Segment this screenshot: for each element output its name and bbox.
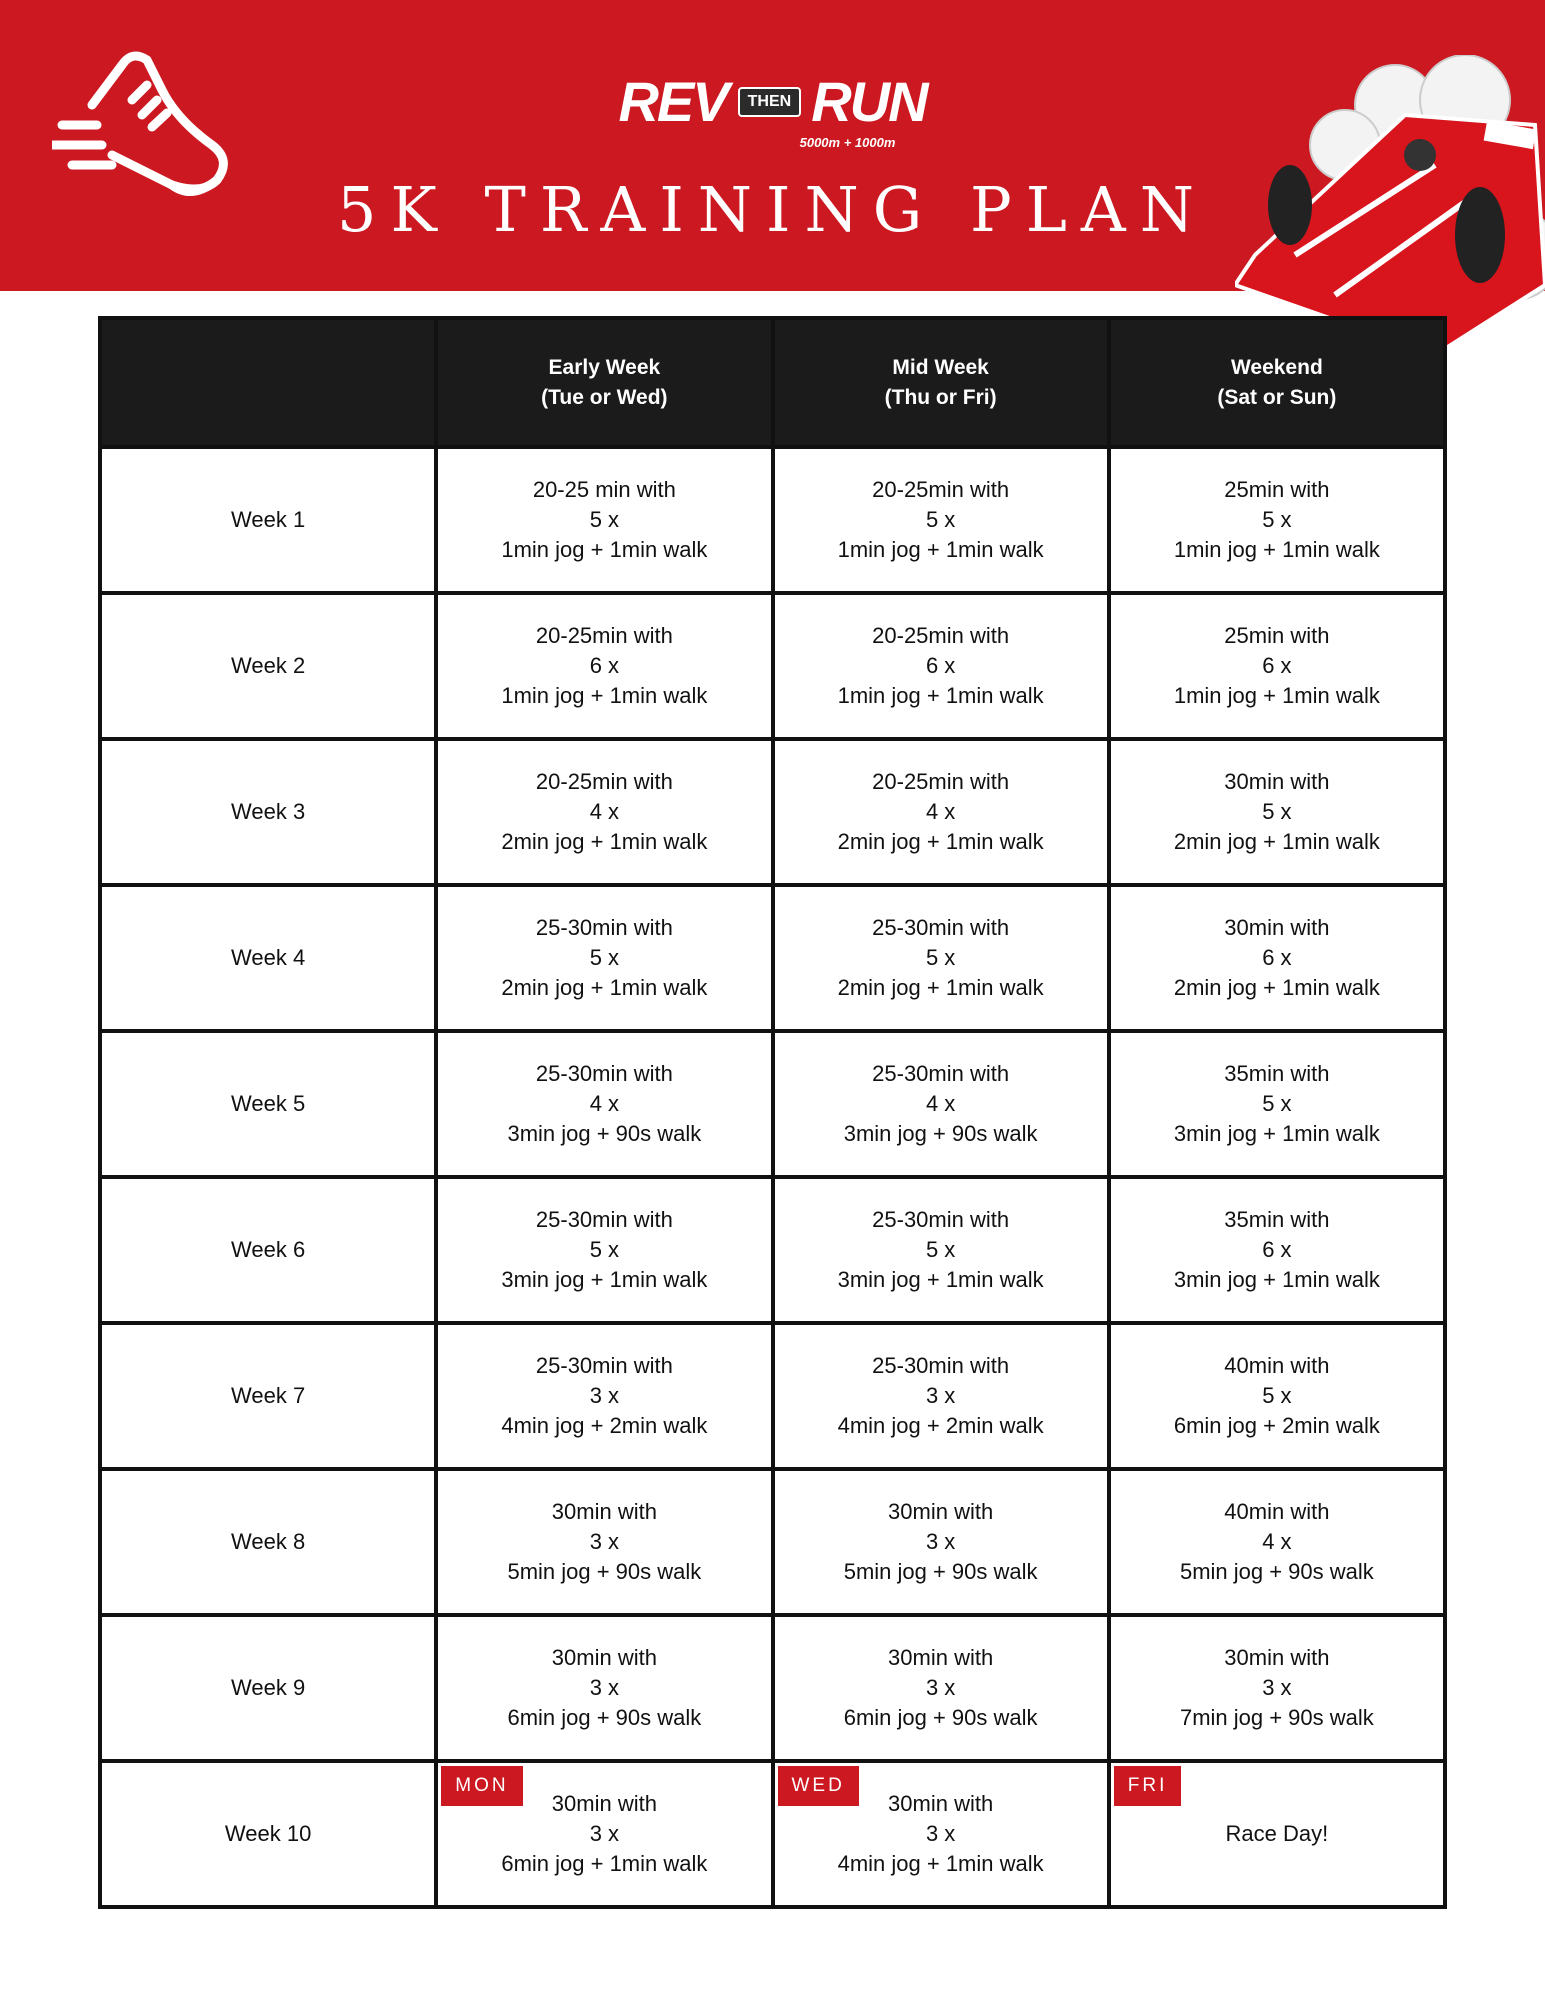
logo-then: THEN: [738, 87, 802, 117]
workout-line: 4 x: [1262, 1529, 1292, 1554]
workout-line: 3min jog + 1min walk: [1173, 1267, 1380, 1292]
workout-line: 25-30min with: [872, 1207, 1010, 1232]
workout-line: 5 x: [925, 945, 956, 970]
workout-line: 5 x: [925, 507, 956, 532]
workout-cell: [1109, 1615, 1445, 1761]
workout-line: 2min jog + 1min walk: [501, 829, 708, 854]
week-label: Week 10: [100, 1761, 436, 1907]
workout-line: 6min jog + 90s walk: [843, 1705, 1038, 1730]
workout-line: 3min jog + 1min walk: [501, 1267, 708, 1292]
workout-line: 25-30min with: [535, 1061, 673, 1086]
week-label: Week 6: [100, 1177, 436, 1323]
workout-line: 5min jog + 90s walk: [843, 1559, 1038, 1584]
workout-cell: [773, 447, 1109, 593]
workout-line: 20-25min with: [872, 623, 1010, 648]
week-label: Week 4: [100, 885, 436, 1031]
workout-cell: [1109, 1177, 1445, 1323]
workout-cell: [773, 885, 1109, 1031]
table-row: [100, 739, 1445, 885]
workout-line: 30min with: [551, 1499, 657, 1524]
workout-line: 7min jog + 90s walk: [1179, 1705, 1374, 1730]
table-row: [100, 1177, 1445, 1323]
workout-line: 5 x: [1262, 507, 1292, 532]
workout-cell: [1109, 1469, 1445, 1615]
workout-line: 40min with: [1224, 1353, 1330, 1378]
workout-line: 25-30min with: [872, 915, 1010, 940]
workout-line: 4min jog + 2min walk: [501, 1413, 708, 1438]
workout-line: 6min jog + 90s walk: [507, 1705, 702, 1730]
workout-text: [439, 1497, 769, 1587]
workout-line: 2min jog + 1min walk: [837, 829, 1044, 854]
workout-line: 3 x: [925, 1821, 956, 1846]
workout-line: 30min with: [888, 1499, 994, 1524]
workout-line: 2min jog + 1min walk: [1173, 829, 1380, 854]
workout-line: 25min with: [1224, 477, 1330, 502]
workout-line: 1min jog + 1min walk: [1173, 683, 1380, 708]
week-label: Week 9: [100, 1615, 436, 1761]
workout-line: 3min jog + 1min walk: [837, 1267, 1044, 1292]
workout-text: [776, 1497, 1106, 1587]
workout-line: 30min with: [1224, 769, 1330, 794]
workout-line: 3 x: [589, 1383, 620, 1408]
workout-cell: [773, 1761, 1109, 1907]
logo-sub: 5000m + 1000m: [799, 135, 896, 150]
workout-line: 3min jog + 90s walk: [507, 1121, 702, 1146]
workout-cell: [773, 1031, 1109, 1177]
table-row: [100, 1615, 1445, 1761]
workout-line: 20-25min with: [535, 623, 673, 648]
workout-line: 4 x: [589, 799, 620, 824]
workout-line: 5min jog + 90s walk: [1179, 1559, 1374, 1584]
workout-cell: [436, 1761, 772, 1907]
workout-line: 25min with: [1224, 623, 1330, 648]
workout-cell: [1109, 1323, 1445, 1469]
day-tag: WED: [778, 1766, 859, 1806]
workout-cell: [1109, 447, 1445, 593]
workout-line: 6 x: [1262, 1237, 1292, 1262]
workout-line: 4min jog + 2min walk: [837, 1413, 1044, 1438]
workout-cell: [436, 1031, 772, 1177]
workout-line: 1min jog + 1min walk: [501, 683, 708, 708]
workout-line: 3 x: [925, 1383, 956, 1408]
workout-cell: [436, 885, 772, 1031]
header-label: Mid Week: [892, 355, 989, 379]
workout-line: 4 x: [925, 1091, 956, 1116]
workout-line: 6 x: [1262, 945, 1292, 970]
workout-text: [776, 1059, 1106, 1149]
week-label: Week 1: [100, 447, 436, 593]
workout-cell: [773, 739, 1109, 885]
header-sublabel: (Sat or Sun): [1217, 385, 1337, 409]
workout-text: [439, 913, 769, 1003]
workout-line: 3min jog + 90s walk: [843, 1121, 1038, 1146]
workout-cell: [773, 1469, 1109, 1615]
workout-text: [1112, 475, 1442, 565]
workout-cell: [1109, 885, 1445, 1031]
workout-text: [439, 1643, 769, 1733]
workout-line: 30min with: [1224, 1645, 1330, 1670]
workout-line: 2min jog + 1min walk: [1173, 975, 1380, 1000]
workout-line: 2min jog + 1min walk: [837, 975, 1044, 1000]
workout-line: 5 x: [1262, 1091, 1292, 1116]
workout-line: 5 x: [589, 1237, 620, 1262]
workout-line: 40min with: [1224, 1499, 1330, 1524]
workout-line: 6 x: [1262, 653, 1292, 678]
week-label: Week 7: [100, 1323, 436, 1469]
table-row: [100, 1761, 1445, 1907]
header-sublabel: (Tue or Wed): [541, 385, 668, 409]
header-sublabel: (Thu or Fri): [884, 385, 997, 409]
table-row: [100, 1031, 1445, 1177]
workout-text: [776, 1205, 1106, 1295]
table-row: [100, 885, 1445, 1031]
workout-text: [1112, 1643, 1442, 1733]
workout-text: [776, 767, 1106, 857]
workout-cell: [773, 1615, 1109, 1761]
table-header-row: [100, 318, 1445, 447]
workout-cell: [773, 1323, 1109, 1469]
workout-cell: [436, 1177, 772, 1323]
workout-cell: [436, 1615, 772, 1761]
workout-line: 5 x: [589, 945, 620, 970]
table-row: [100, 1469, 1445, 1615]
workout-line: 1min jog + 1min walk: [837, 537, 1044, 562]
workout-line: 3 x: [589, 1821, 620, 1846]
week-label: Week 2: [100, 593, 436, 739]
workout-line: 6 x: [589, 653, 620, 678]
workout-text: [1112, 1497, 1442, 1587]
workout-line: 5 x: [925, 1237, 956, 1262]
workout-text: [776, 475, 1106, 565]
workout-text: [1112, 1205, 1442, 1295]
workout-line: 6min jog + 1min walk: [501, 1851, 708, 1876]
workout-text: [439, 1351, 769, 1441]
header-label: Early Week: [548, 355, 661, 379]
workout-line: 25-30min with: [872, 1353, 1010, 1378]
workout-line: 30min with: [1224, 915, 1330, 940]
logo-row: [618, 70, 926, 134]
workout-line: 1min jog + 1min walk: [837, 683, 1044, 708]
workout-cell: [436, 1469, 772, 1615]
workout-text: [1112, 767, 1442, 857]
workout-line: 5 x: [589, 507, 620, 532]
logo-run: RUN: [811, 70, 927, 133]
day-tag: FRI: [1114, 1766, 1182, 1806]
workout-line: 25-30min with: [872, 1061, 1010, 1086]
workout-line: 4 x: [925, 799, 956, 824]
workout-line: 20-25min with: [872, 477, 1010, 502]
workout-line: Race Day!: [1225, 1821, 1329, 1846]
workout-text: [439, 621, 769, 711]
workout-line: 4 x: [589, 1091, 620, 1116]
workout-line: 1min jog + 1min walk: [501, 537, 708, 562]
workout-line: 30min with: [551, 1791, 657, 1816]
workout-line: 3 x: [925, 1675, 956, 1700]
week-label: Week 5: [100, 1031, 436, 1177]
workout-text: [776, 621, 1106, 711]
workout-text: [1112, 621, 1442, 711]
workout-line: 25-30min with: [535, 1207, 673, 1232]
workout-line: 30min with: [551, 1645, 657, 1670]
header-label: Weekend: [1230, 355, 1323, 379]
table-row: [100, 447, 1445, 593]
race-car-illustration: [1235, 55, 1545, 355]
week-label: Week 3: [100, 739, 436, 885]
workout-line: 35min with: [1224, 1207, 1330, 1232]
workout-line: 20-25min with: [872, 769, 1010, 794]
table-row: [100, 593, 1445, 739]
workout-line: 4min jog + 1min walk: [837, 1851, 1044, 1876]
workout-line: 35min with: [1224, 1061, 1330, 1086]
workout-cell: [1109, 593, 1445, 739]
workout-line: 3 x: [589, 1675, 620, 1700]
day-tag: MON: [441, 1766, 522, 1806]
workout-cell: [1109, 1031, 1445, 1177]
workout-line: 5 x: [1262, 799, 1292, 824]
header-early-week: [436, 318, 772, 447]
workout-line: 6min jog + 2min walk: [1173, 1413, 1380, 1438]
workout-line: 3 x: [1262, 1675, 1292, 1700]
workout-text: [1112, 1819, 1442, 1849]
workout-line: 20-25min with: [535, 769, 673, 794]
workout-line: 25-30min with: [535, 1353, 673, 1378]
workout-line: 6 x: [925, 653, 956, 678]
workout-text: [776, 1351, 1106, 1441]
workout-line: 3 x: [925, 1529, 956, 1554]
workout-line: 5min jog + 90s walk: [507, 1559, 702, 1584]
workout-line: 30min with: [888, 1645, 994, 1670]
logo-rev: REV: [618, 70, 728, 133]
training-plan-table: [98, 316, 1447, 1909]
workout-text: [776, 913, 1106, 1003]
workout-text: [776, 1643, 1106, 1733]
workout-cell: [436, 1323, 772, 1469]
page-title: 5K TRAINING PLAN: [337, 173, 1208, 246]
workout-text: [439, 475, 769, 565]
header-weekend: [1109, 318, 1445, 447]
workout-line: 3min jog + 1min walk: [1173, 1121, 1380, 1146]
workout-text: [1112, 913, 1442, 1003]
header-mid-week: [773, 318, 1109, 447]
workout-cell: [436, 739, 772, 885]
table-row: [100, 1323, 1445, 1469]
workout-cell: [1109, 1761, 1445, 1907]
header-corner: [100, 318, 436, 447]
workout-cell: [436, 447, 772, 593]
workout-cell: [773, 593, 1109, 739]
workout-line: 30min with: [888, 1791, 994, 1816]
workout-line: 1min jog + 1min walk: [1173, 537, 1380, 562]
workout-cell: [773, 1177, 1109, 1323]
workout-line: 5 x: [1262, 1383, 1292, 1408]
week-label: Week 8: [100, 1469, 436, 1615]
workout-text: [1112, 1351, 1442, 1441]
workout-cell: [1109, 739, 1445, 885]
workout-text: [439, 1205, 769, 1295]
workout-cell: [436, 593, 772, 739]
workout-line: 20-25 min with: [532, 477, 676, 502]
workout-text: [439, 767, 769, 857]
workout-line: 3 x: [589, 1529, 620, 1554]
workout-line: 2min jog + 1min walk: [501, 975, 708, 1000]
workout-line: 25-30min with: [535, 915, 673, 940]
workout-text: [1112, 1059, 1442, 1149]
workout-text: [439, 1059, 769, 1149]
